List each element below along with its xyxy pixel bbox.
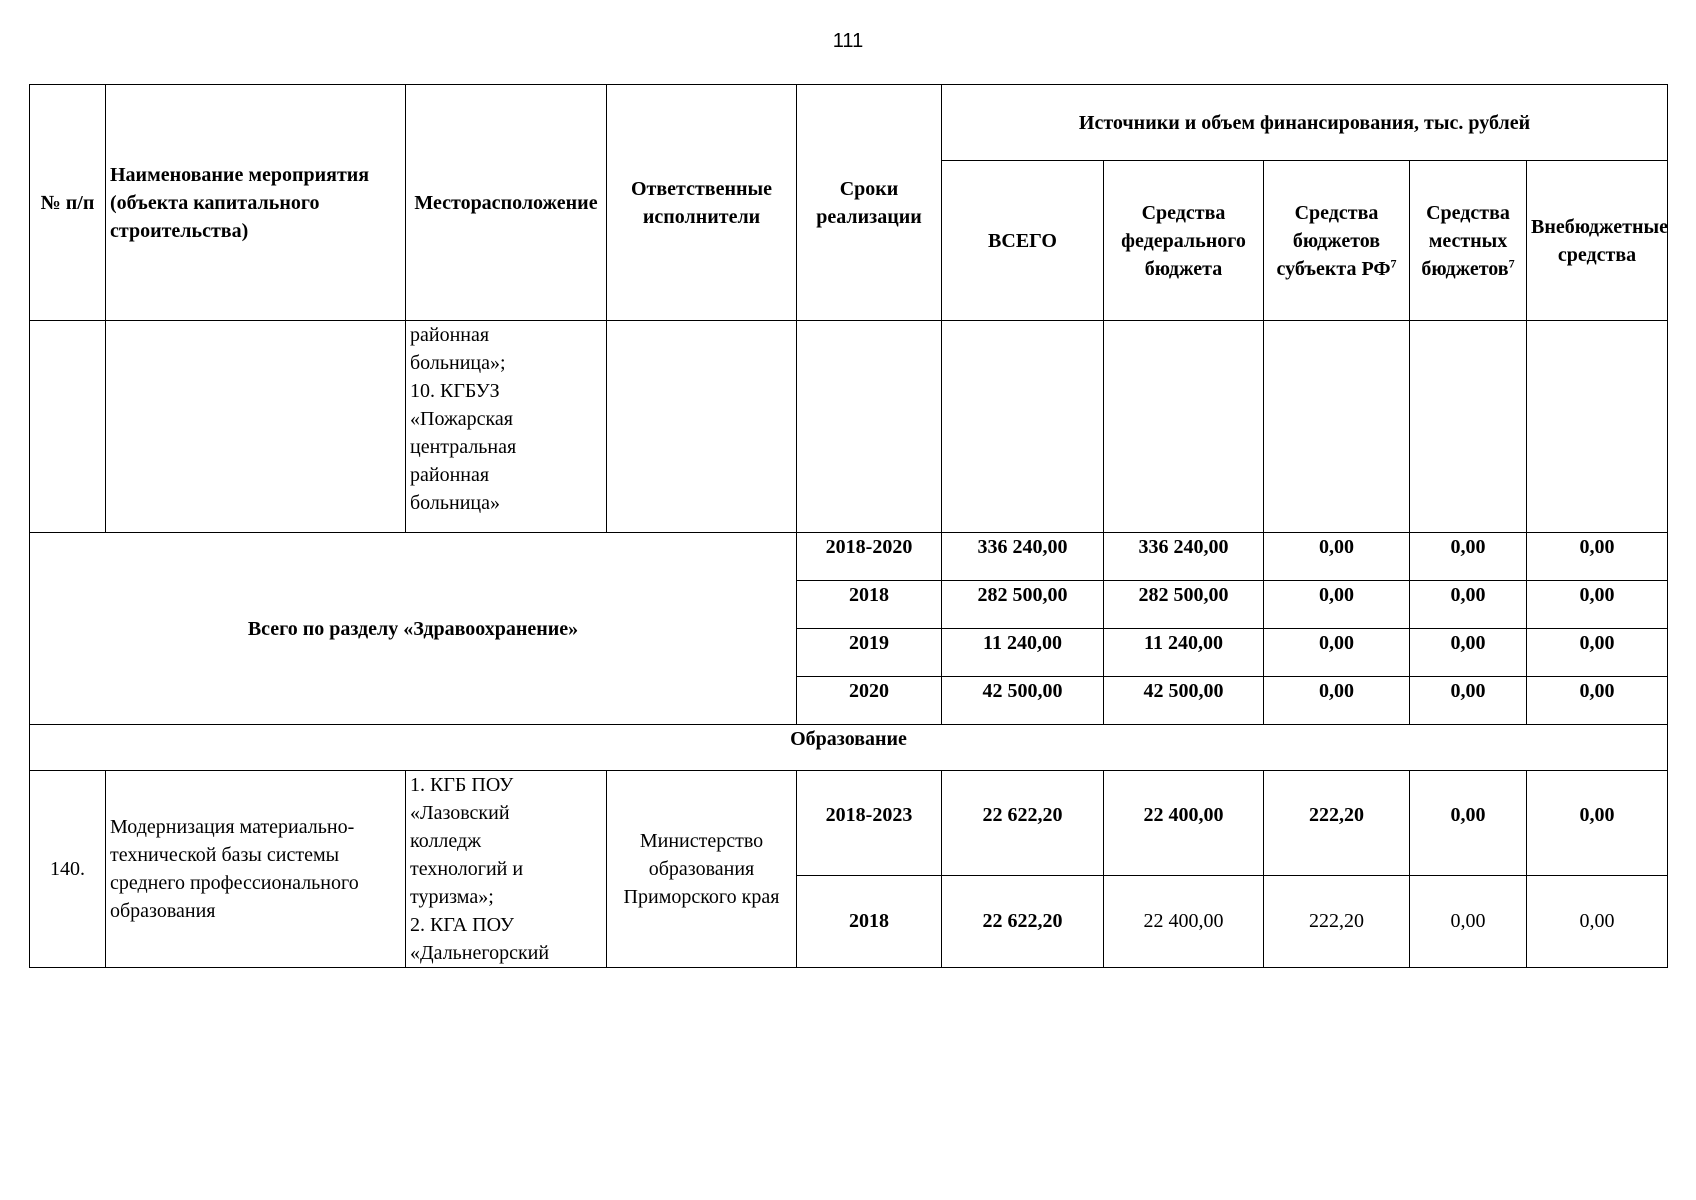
item-location: 1. КГБ ПОУ «Лазовский колледж технологий и туризма»; 2. КГА ПОУ «Дальнегорский <box>406 771 607 968</box>
subject-cell: 0,00 <box>1264 581 1410 629</box>
period-cell: 2019 <box>797 629 942 677</box>
local-cell: 0,00 <box>1410 533 1527 581</box>
federal-cell: 42 500,00 <box>1104 677 1264 725</box>
header-sources-group: Источники и объем финансирования, тыс. рублей <box>942 85 1668 161</box>
header-name: Наименование мероприятия (объекта капитального строительства) <box>106 85 406 321</box>
local-cell: 0,00 <box>1410 771 1527 876</box>
table-header-row <box>30 85 1668 161</box>
continuation-extra-cell <box>1527 321 1668 533</box>
section-total-label: Всего по разделу «Здравоохранение» <box>30 533 797 725</box>
continuation-federal-cell <box>1104 321 1264 533</box>
period-cell: 2018 <box>797 581 942 629</box>
extra-cell: 0,00 <box>1527 771 1668 876</box>
page-number: 111 <box>832 30 864 52</box>
subject-cell: 222,20 <box>1264 771 1410 876</box>
continuation-name-cell <box>106 321 406 533</box>
local-cell: 0,00 <box>1410 629 1527 677</box>
header-local <box>1410 161 1527 321</box>
federal-cell: 336 240,00 <box>1104 533 1264 581</box>
continuation-local-cell <box>1410 321 1527 533</box>
total-cell: 42 500,00 <box>942 677 1104 725</box>
item-num: 140. <box>30 771 106 968</box>
subject-cell: 0,00 <box>1264 533 1410 581</box>
federal-cell: 282 500,00 <box>1104 581 1264 629</box>
total-cell: 22 622,20 <box>942 875 1104 967</box>
section-title: Образование <box>30 725 1668 771</box>
continuation-location-cell: районная больница»; 10. КГБУЗ «Пожарская центральная районная больница» <box>406 321 607 533</box>
extra-cell: 0,00 <box>1527 875 1668 967</box>
header-executors: Ответственные исполнители <box>607 85 797 321</box>
period-cell: 2020 <box>797 677 942 725</box>
header-subject <box>1264 161 1410 321</box>
total-cell: 336 240,00 <box>942 533 1104 581</box>
federal-cell: 22 400,00 <box>1104 771 1264 876</box>
continuation-period-cell <box>797 321 942 533</box>
period-cell: 2018-2020 <box>797 533 942 581</box>
extra-cell: 0,00 <box>1527 629 1668 677</box>
header-subject-footnote: 7 <box>1390 255 1397 270</box>
header-local-text: Средства местных бюджетов <box>1421 201 1510 280</box>
financing-table <box>29 84 1668 968</box>
period-cell: 2018-2023 <box>797 771 942 876</box>
header-period: Сроки реализации <box>797 85 942 321</box>
continuation-executors-cell <box>607 321 797 533</box>
header-num: № п/п <box>30 85 106 321</box>
total-cell: 11 240,00 <box>942 629 1104 677</box>
table-row <box>30 533 1668 581</box>
federal-cell: 22 400,00 <box>1104 875 1264 967</box>
extra-cell: 0,00 <box>1527 533 1668 581</box>
item-name: Модернизация материально-технической базы системы среднего профессионального образования <box>106 771 406 968</box>
local-cell: 0,00 <box>1410 677 1527 725</box>
total-cell: 282 500,00 <box>942 581 1104 629</box>
continuation-num-cell <box>30 321 106 533</box>
continuation-row <box>30 321 1668 533</box>
continuation-total-cell <box>942 321 1104 533</box>
subject-cell: 0,00 <box>1264 629 1410 677</box>
total-cell: 22 622,20 <box>942 771 1104 876</box>
table-row <box>30 771 1668 876</box>
federal-cell: 11 240,00 <box>1104 629 1264 677</box>
section-heading-row <box>30 725 1668 771</box>
extra-cell: 0,00 <box>1527 677 1668 725</box>
header-local-footnote: 7 <box>1508 255 1515 270</box>
header-total: ВСЕГО <box>942 161 1104 321</box>
local-cell: 0,00 <box>1410 581 1527 629</box>
item-executors: Министерство образования Приморского края <box>607 771 797 968</box>
header-extrabudget: Внебюджетные средства <box>1527 161 1668 321</box>
header-federal: Средства федерального бюджета <box>1104 161 1264 321</box>
header-subject-text: Средства бюджетов субъекта РФ <box>1276 201 1391 280</box>
period-cell: 2018 <box>797 875 942 967</box>
local-cell: 0,00 <box>1410 875 1527 967</box>
header-location: Месторасположение <box>406 85 607 321</box>
continuation-subject-cell <box>1264 321 1410 533</box>
extra-cell: 0,00 <box>1527 581 1668 629</box>
subject-cell: 222,20 <box>1264 875 1410 967</box>
subject-cell: 0,00 <box>1264 677 1410 725</box>
